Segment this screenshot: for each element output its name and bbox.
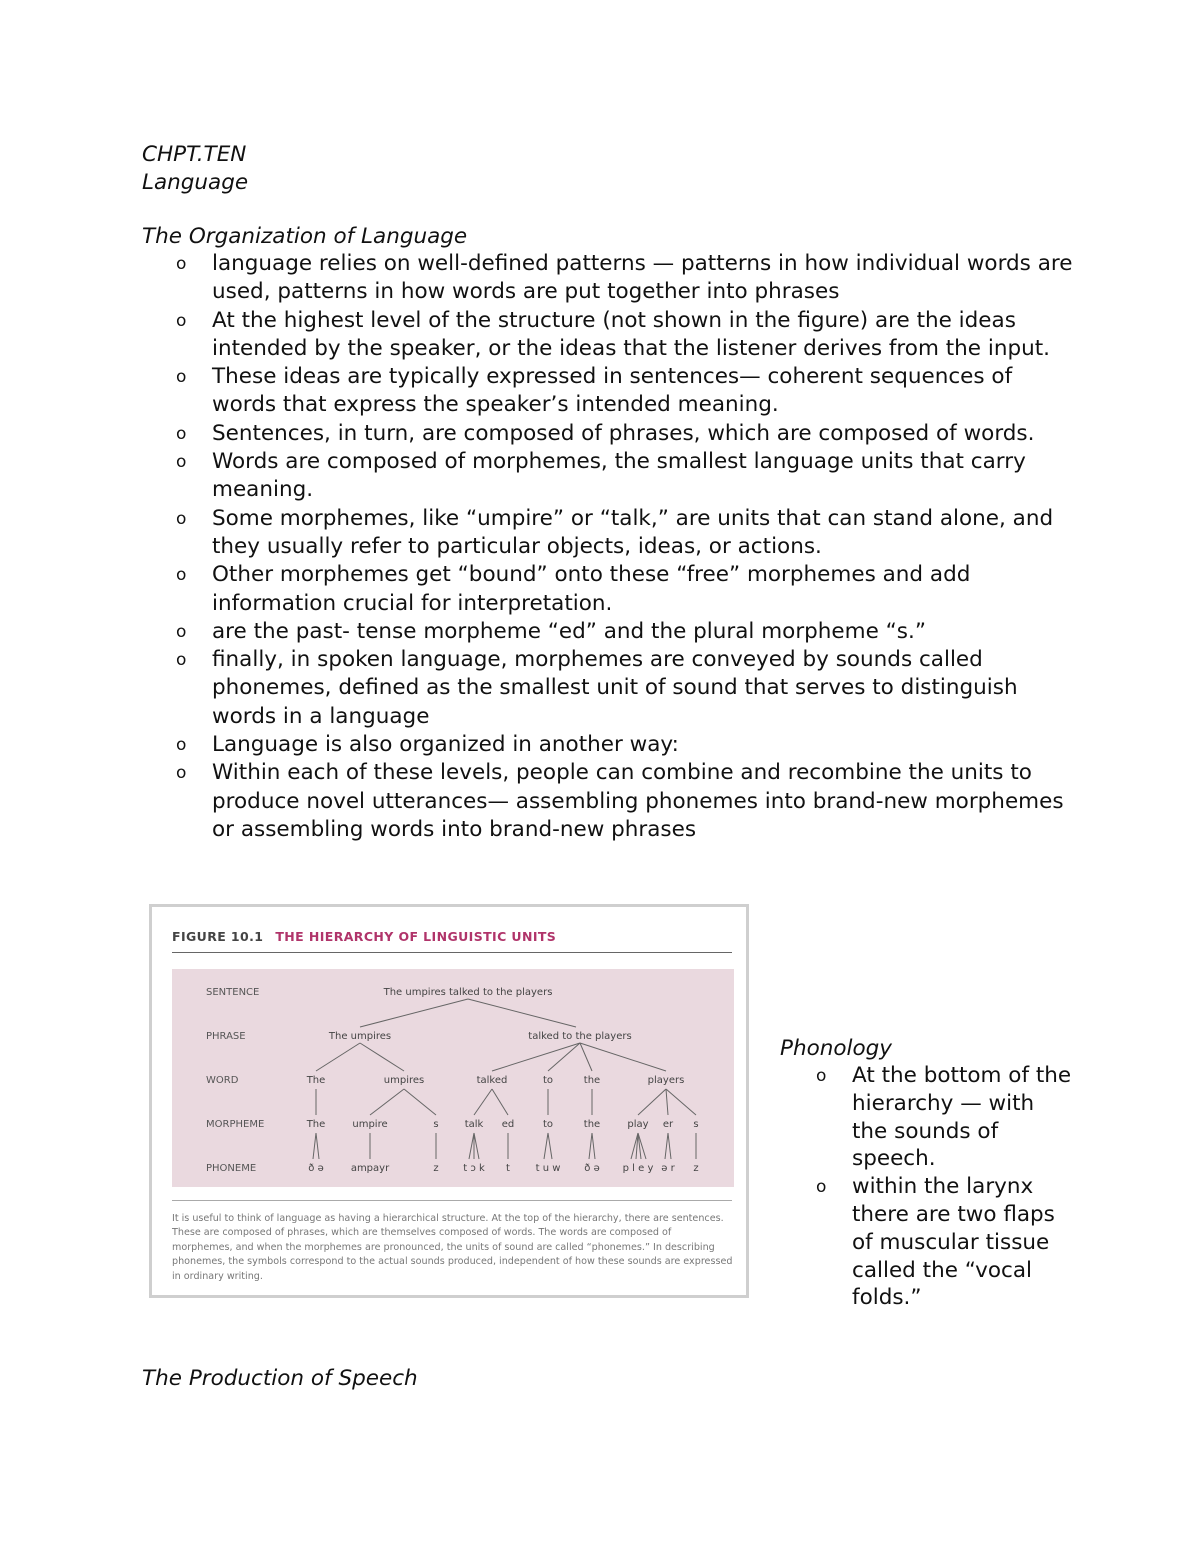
tree-edge: [665, 1133, 668, 1159]
list-item-text: Within each of these levels, people can combine and recombine the units to produce novel utterances— assembling phonemes into brand-new morphemes or assembling words into brand-new phrases: [212, 760, 1064, 842]
list-item-text: Other morphemes get “bound” onto these “free” morphemes and add information crucial for interpretation.: [212, 562, 971, 616]
tree-edge: [474, 1089, 492, 1115]
phoneme-node: z: [433, 1163, 439, 1174]
tree-edge: [469, 1133, 474, 1159]
bullet-marker: o: [176, 735, 187, 756]
tree-edge: [316, 1043, 360, 1071]
section-heading-phonology: Phonology: [780, 1036, 893, 1061]
list-item-text: These ideas are typically expressed in sentences— coherent sequences of words that express the speaker’s intended meaning.: [212, 364, 1013, 418]
figure-linguistic-hierarchy: [149, 904, 749, 1298]
list-item-text: Some morphemes, like “umpire” or “talk,” are units that can stand alone, and they usually refer to particular objects, ideas, or actions.: [212, 505, 1054, 559]
morpheme-node: umpire: [352, 1119, 388, 1130]
section-heading-organization: The Organization of Language: [142, 224, 468, 249]
bullet-marker: o: [176, 621, 187, 642]
word-node: the: [583, 1075, 601, 1086]
tree-edge: [580, 1043, 592, 1071]
list-item: [176, 759, 1076, 844]
tree-edge: [492, 1043, 580, 1071]
phrase-node: The umpires: [328, 1031, 392, 1042]
list-item: [816, 1062, 1076, 1173]
list-item: [176, 731, 1076, 759]
morpheme-node: play: [627, 1119, 649, 1130]
tree-edge: [548, 1133, 552, 1159]
phoneme-node: z: [693, 1163, 699, 1174]
sentence-node: The umpires talked to the players: [383, 987, 553, 998]
tree-edge: [548, 1043, 580, 1071]
bullet-marker: o: [176, 763, 187, 784]
tree-edge: [666, 1089, 696, 1115]
list-item: [176, 618, 1076, 646]
morpheme-node: er: [662, 1119, 674, 1130]
phonology-bullet-list: [816, 1062, 1076, 1312]
word-node: players: [647, 1075, 685, 1086]
tree-edge: [474, 1133, 479, 1159]
morpheme-node: s: [433, 1119, 439, 1130]
phoneme-node: ð ə: [308, 1163, 324, 1174]
level-label-morpheme: MORPHEME: [206, 1119, 265, 1130]
list-item: [176, 363, 1076, 420]
list-item-text: language relies on well-defined patterns — patterns in how individual words are used, patterns in how words are put together into phrases: [212, 251, 1073, 305]
tree-edge: [313, 1133, 316, 1159]
phoneme-node: ə r: [661, 1163, 675, 1174]
list-item-text: Sentences, in turn, are composed of phrases, which are composed of words.: [212, 420, 1035, 446]
bullet-marker: o: [816, 1177, 827, 1198]
morpheme-node: ed: [501, 1119, 515, 1130]
tree-edge: [638, 1089, 666, 1115]
tree-edge: [360, 999, 468, 1027]
bullet-marker: o: [176, 452, 187, 473]
phoneme-node: t u w: [535, 1163, 561, 1174]
figure-divider: [172, 952, 732, 953]
list-item: [176, 307, 1076, 364]
list-item-text: within the larynx there are two flaps of muscular tissue called the “vocal folds.”: [852, 1174, 1055, 1311]
word-node: The: [306, 1075, 326, 1086]
section-heading-speech-production: The Production of Speech: [142, 1366, 418, 1391]
phrase-node: talked to the players: [528, 1031, 632, 1042]
hierarchy-diagram-panel: [172, 969, 734, 1187]
tree-edge: [316, 1133, 319, 1159]
level-label-phoneme: PHONEME: [206, 1163, 257, 1174]
figure-caption: It is useful to think of language as having a hierarchical structure. At the top of the hierarchy, there are sentences. These are composed of phrases, which are themselves composed of words. The words are composed of morphemes, and when the morphemes are pronounced, the units of sound are called “phonemes.” In describing phonemes, the symbols correspond to the actual sounds produced, independent of how these sounds are expressed in ordinary writing.: [172, 1213, 733, 1282]
morpheme-node: to: [542, 1119, 554, 1130]
tree-edge: [666, 1089, 668, 1115]
figure-caption-divider: [172, 1200, 732, 1201]
phoneme-node: ampayr: [350, 1163, 390, 1174]
list-item: [176, 505, 1076, 562]
list-item: [176, 646, 1076, 731]
phoneme-node: ð ə: [584, 1163, 600, 1174]
list-item: [176, 561, 1076, 618]
tree-edge: [370, 1089, 404, 1115]
word-node: talked: [476, 1075, 508, 1086]
list-item: [816, 1173, 1076, 1312]
chapter-subject: Language: [142, 170, 249, 195]
bullet-marker: o: [176, 508, 187, 529]
morpheme-node: s: [693, 1119, 699, 1130]
list-item: [176, 250, 1076, 307]
word-node: umpires: [383, 1075, 425, 1086]
bullet-marker: o: [176, 650, 187, 671]
word-node: to: [542, 1075, 554, 1086]
tree-edge: [589, 1133, 592, 1159]
morpheme-node: The: [306, 1119, 326, 1130]
phoneme-node: t: [506, 1163, 510, 1174]
bullet-marker: o: [176, 565, 187, 586]
level-label-phrase: PHRASE: [206, 1031, 246, 1042]
level-label-word: WORD: [206, 1075, 239, 1086]
tree-edge: [404, 1089, 436, 1115]
bullet-marker: o: [176, 310, 187, 331]
list-item-text: At the highest level of the structure (not shown in the figure) are the ideas intended by the speaker, or the ideas that the listener derives from the input.: [212, 307, 1050, 361]
level-label-sentence: SENTENCE: [206, 987, 260, 998]
bullet-marker: o: [816, 1066, 827, 1086]
list-item: [176, 420, 1076, 448]
list-item-text: Words are composed of morphemes, the smallest language units that carry meaning.: [212, 449, 1026, 503]
list-item-text: finally, in spoken language, morphemes are conveyed by sounds called phonemes, defined as the smallest unit of sound that serves to distinguish words in a language: [212, 647, 1018, 729]
phoneme-node: p l e y: [622, 1163, 654, 1174]
tree-edge: [492, 1089, 508, 1115]
hierarchy-diagram: [172, 969, 734, 1187]
phoneme-node: t ɔ k: [463, 1163, 485, 1174]
tree-edge: [592, 1133, 595, 1159]
morpheme-node: talk: [464, 1119, 484, 1130]
list-item-text: are the past- tense morpheme “ed” and the plural morpheme “s.”: [212, 618, 926, 644]
bullet-marker: o: [176, 254, 187, 274]
bullet-marker: o: [176, 423, 187, 444]
tree-edge: [580, 1043, 666, 1071]
list-item-text: Language is also organized in another way:: [212, 732, 679, 758]
list-item: [176, 448, 1076, 505]
tree-edge: [544, 1133, 548, 1159]
figure-label: FIGURE 10.1: [172, 929, 264, 944]
list-item-text: At the bottom of the hierarchy — with the sounds of speech.: [852, 1063, 1072, 1172]
morpheme-node: the: [583, 1119, 601, 1130]
tree-edge: [468, 999, 576, 1027]
tree-edge: [360, 1043, 404, 1071]
organization-bullet-list: [176, 250, 1076, 844]
bullet-marker: o: [176, 367, 187, 388]
figure-title: [172, 929, 556, 944]
figure-name: THE HIERARCHY OF LINGUISTIC UNITS: [275, 929, 557, 944]
chapter-label: CHPT.TEN: [142, 142, 247, 167]
tree-edge: [668, 1133, 671, 1159]
